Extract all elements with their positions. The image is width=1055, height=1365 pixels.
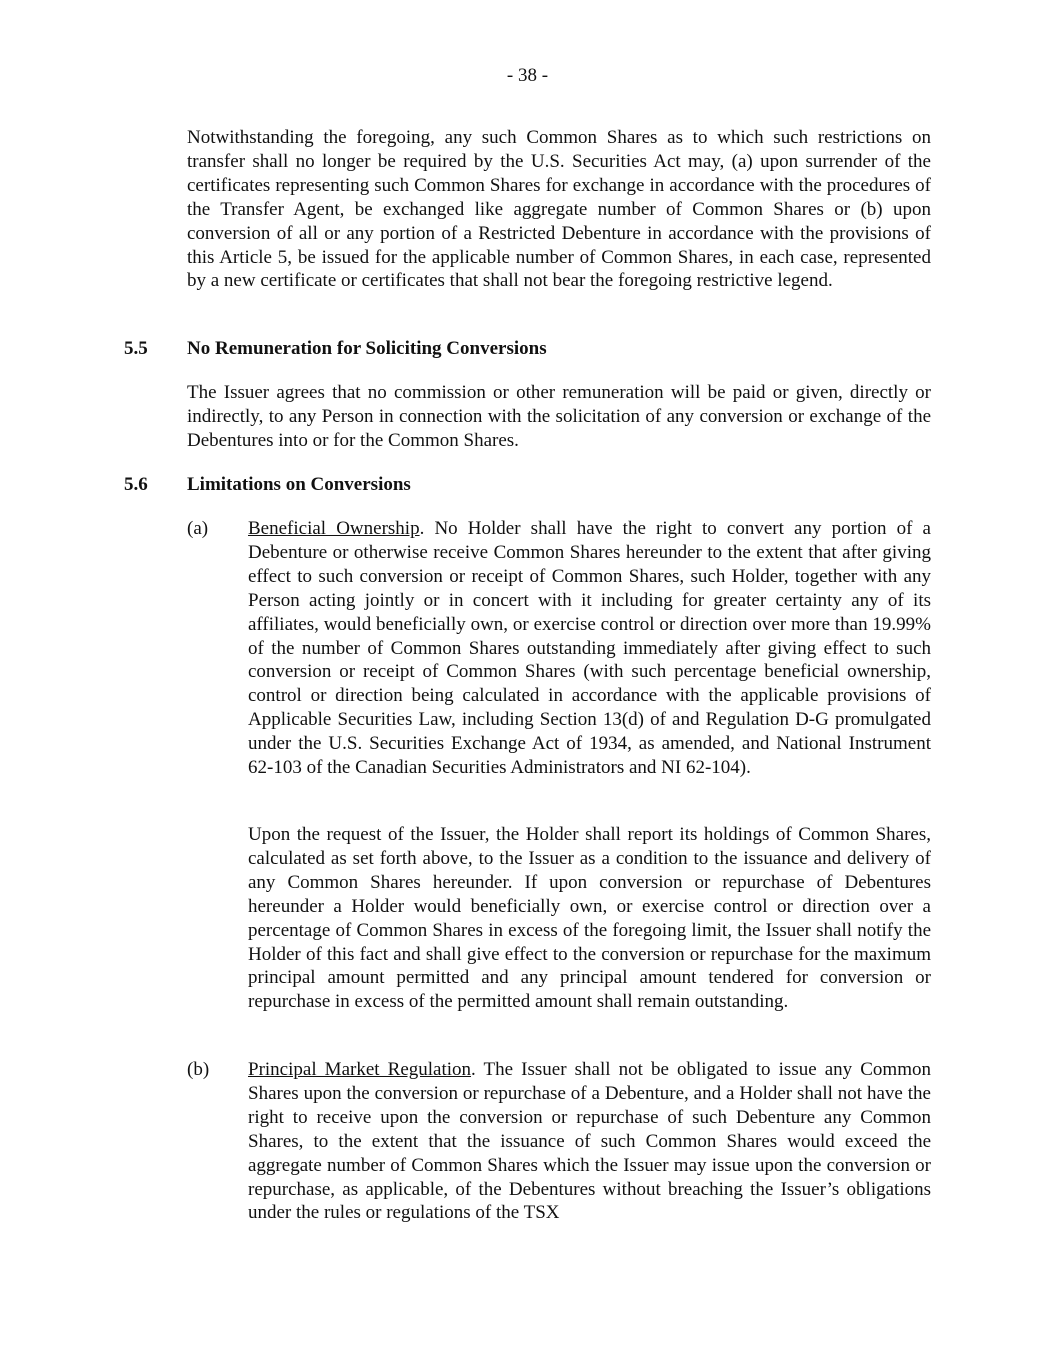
item-a-marker: (a) — [187, 518, 209, 539]
intro-paragraph: Notwithstanding the foregoing, any such Common Shares as to which such restrictions on transfer shall no longer be required by the U.S. Securities Act may, (a) upon surrender of the certificates representing such Common Shares for exchange in accordance with the procedures of the Transfer Agent, be exchanged like aggregate number of Common Shares or (b) upon conversion of all or any portion of a Restricted Debenture in accordance with the provisions of this Article 5, be issued for the applicable number of Common Shares, in each case, represented by a new certificate or certificates that shall not bear the foregoing restrictive legend. — [187, 127, 931, 292]
section-title: Limitations on Conversions — [187, 474, 411, 495]
item-a-followup-paragraph: Upon the request of the Issuer, the Holder shall report its holdings of Common Shares, calculated as set forth above, to the Issuer as a condition to the issuance and delivery of any Common Shares hereunder. If upon conversion or repurchase of Debentures hereunder a Holder would beneficially own, or exercise control or direction over a percentage of Common Shares in excess of the foregoing limit, the Issuer shall notify the Holder of this fact and shall give effect to the conversion or repurchase for the maximum principal amount permitted and any principal amount tendered for conversion or repurchase in excess of the permitted amount shall remain outstanding. — [248, 824, 931, 1013]
item-a-text: . No Holder shall have the right to convert any portion of a Debenture or otherwise receive Common Shares hereunder to the extent that after giving effect to such conversion or receipt of Common Shares, such Holder, together with any Person acting jointly or in concert with it including for greater certainty any of its affiliates, would beneficially own, or exercise control or direction over more than 19.99% of the number of Common Shares outstanding immediately after giving effect to such conversion or receipt of Common Shares (with such percentage beneficial ownership, control or direction being calculated in accordance with the applicable provisions of Applicable Securities Law, including Section 13(d) of and Regulation D-G promulgated under the U.S. Securities Exchange Act of 1934, as amended, and National Instrument 62-103 of the Canadian Securities Administrators and NI 62-104). — [248, 518, 931, 779]
item-b-paragraph — [248, 1058, 931, 1225]
item-b-marker: (b) — [187, 1059, 210, 1080]
item-b-heading: Principal Market Regulation — [248, 1059, 472, 1080]
section-title: No Remuneration for Soliciting Conversions — [187, 338, 547, 359]
item-a-paragraph — [248, 517, 931, 780]
page-number: - 38 - — [506, 65, 549, 86]
item-b-text: . The Issuer shall not be obligated to issue any Common Shares upon the conversion or repurchase of a Debenture, and a Holder shall not have the right to receive upon the conversion or repurchase of such Debenture any Common Shares, to the extent that the issuance of such Common Shares would exceed the aggregate number of Common Shares which the Issuer may issue upon the conversion or repurchase, as applicable, of the Debentures without breaching the Issuer’s obligations under the rules or regulations of the TSX — [248, 1059, 931, 1224]
section-number: 5.5 — [124, 338, 148, 359]
section-5-5-body: The Issuer agrees that no commission or other remuneration will be paid or given, directly or indirectly, to any Person in connection with the solicitation of any conversion or exchange of the Debentures into or for the Common Shares. — [187, 382, 931, 451]
item-a-heading: Beneficial Ownership — [248, 518, 420, 539]
section-number: 5.6 — [124, 474, 148, 495]
